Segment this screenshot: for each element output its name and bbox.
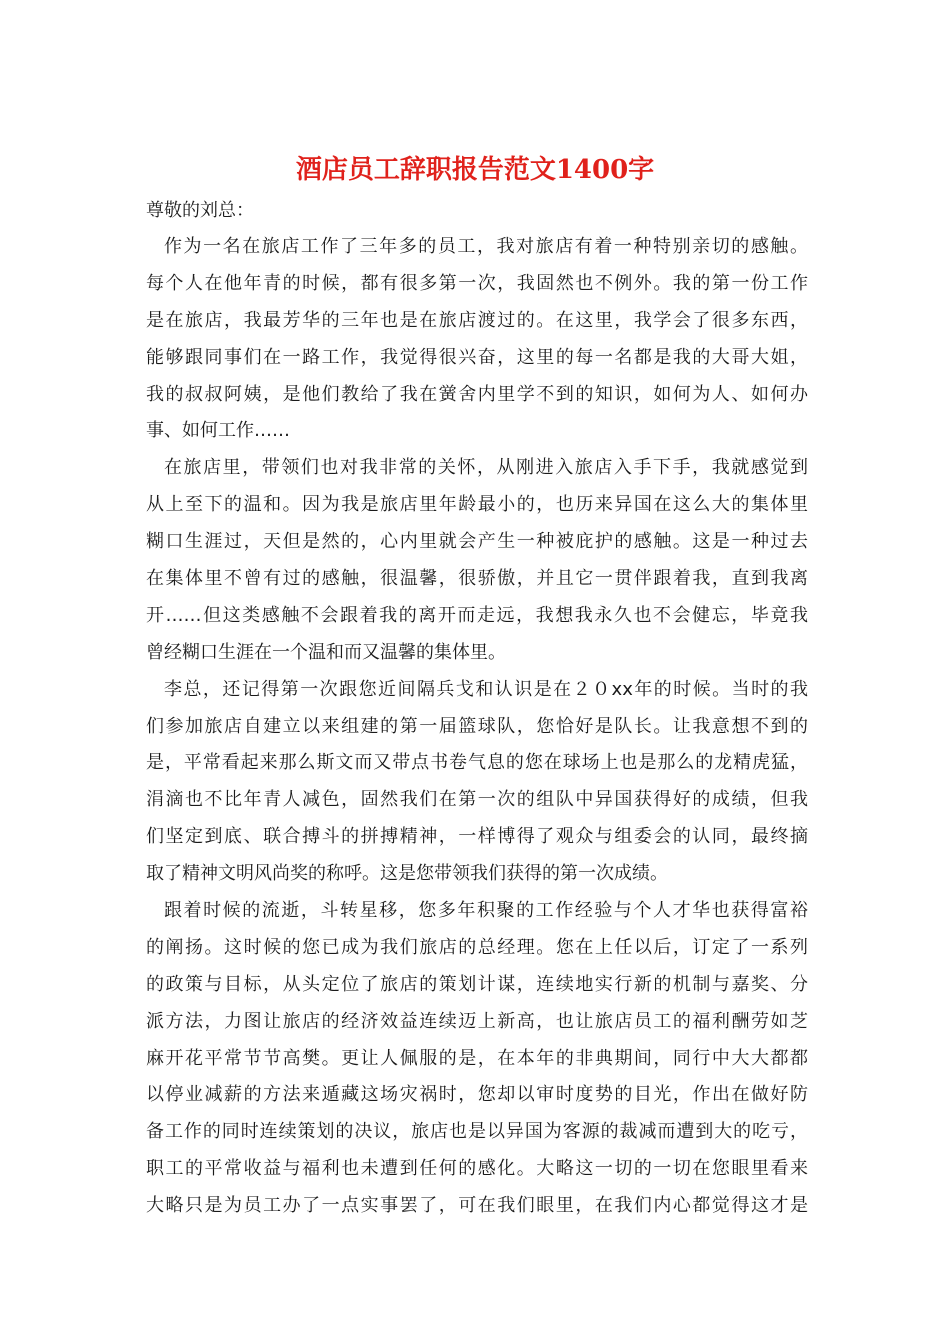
body-line: 大略只是为员工办了一点实事罢了，可在我们眼里，在我们内心都觉得这才是 [146,1195,808,1217]
body-line: 李总，还记得第一次跟您近间隔兵戈和认识是在２０xx年的时候。当时的我 [164,678,808,700]
body-line: 取了精神文明风尚奖的称呼。这是您带领我们获得的第一次成绩。 [146,863,668,885]
body-line: 们坚定到底、联合搏斗的拼搏精神，一样博得了观众与组委会的认同，最终摘 [146,826,808,848]
body-line: 每个人在他年青的时候，都有很多第一次，我固然也不例外。我的第一份工作 [146,272,808,294]
body-line: 能够跟同事们在一路工作，我觉得很兴奋，这里的每一名都是我的大哥大姐， [146,346,808,368]
body-line: 们参加旅店自建立以来组建的第一届篮球队，您恰好是队长。让我意想不到的 [146,715,808,737]
body-line: 糊口生涯过，天但是然的，心内里就会产生一种被庇护的感触。这是一种过去 [146,531,808,553]
body-line: 以停业减薪的方法来遁藏这场灾祸时，您却以审时度势的目光，作出在做好防 [146,1084,808,1106]
body-line: 是在旅店，我最芳华的三年也是在旅店渡过的。在这里，我学会了很多东西， [146,309,808,331]
body-line: 我的叔叔阿姨，是他们教给了我在黉舍内里学不到的知识，如何为人、如何办 [146,383,808,405]
document-body [146,229,808,1225]
salutation: 尊敬的刘总： [146,200,254,221]
body-line: 跟着时候的流逝，斗转星移，您多年积聚的工作经验与个人才华也获得富裕 [164,900,808,922]
body-line: 是，平常看起来那么斯文而又带点书卷气息的您在球场上也是那么的龙精虎猛， [146,752,808,774]
body-line: 曾经糊口生涯在一个温和而又温馨的集体里。 [146,641,506,663]
body-line: 开……但这类感触不会跟着我的离开而走远，我想我永久也不会健忘，毕竟我 [146,604,808,626]
body-line: 的政策与目标，从头定位了旅店的策划计谋，连续地实行新的机制与嘉奖、分 [146,973,808,995]
body-line: 派方法，力图让旅店的经济效益连续迈上新高，也让旅店员工的福利酬劳如芝 [146,1010,808,1032]
body-line: 在旅店里，带领们也对我非常的关怀，从刚进入旅店入手下手，我就感觉到 [164,457,808,479]
body-line: 麻开花平常节节高樊。更让人佩服的是，在本年的非典期间，同行中大大都都 [146,1047,808,1069]
document-title: 酒店员工辞职报告范文1400字 [295,155,655,185]
body-line: 事、如何工作…… [146,420,290,442]
body-line: 在集体里不曾有过的感触，很温馨，很骄傲，并且它一贯伴跟着我，直到我离 [146,568,808,590]
body-line: 作为一名在旅店工作了三年多的员工，我对旅店有着一种特别亲切的感触。 [164,236,808,257]
body-line: 的阐扬。这时候的您已成为我们旅店的总经理。您在上任以后，订定了一系列 [146,936,808,958]
body-line: 涓滴也不比年青人减色，固然我们在第一次的组队中异国获得好的成绩，但我 [146,789,808,811]
body-line: 从上至下的温和。因为我是旅店里年龄最小的，也历来异国在这么大的集体里 [146,494,808,516]
body-line: 职工的平常收益与福利也未遭到任何的感化。大略这一切的一切在您眼里看来 [146,1158,808,1180]
body-line: 备工作的同时连续策划的决议，旅店也是以异国为客源的裁减而遭到大的吃亏， [146,1121,808,1143]
